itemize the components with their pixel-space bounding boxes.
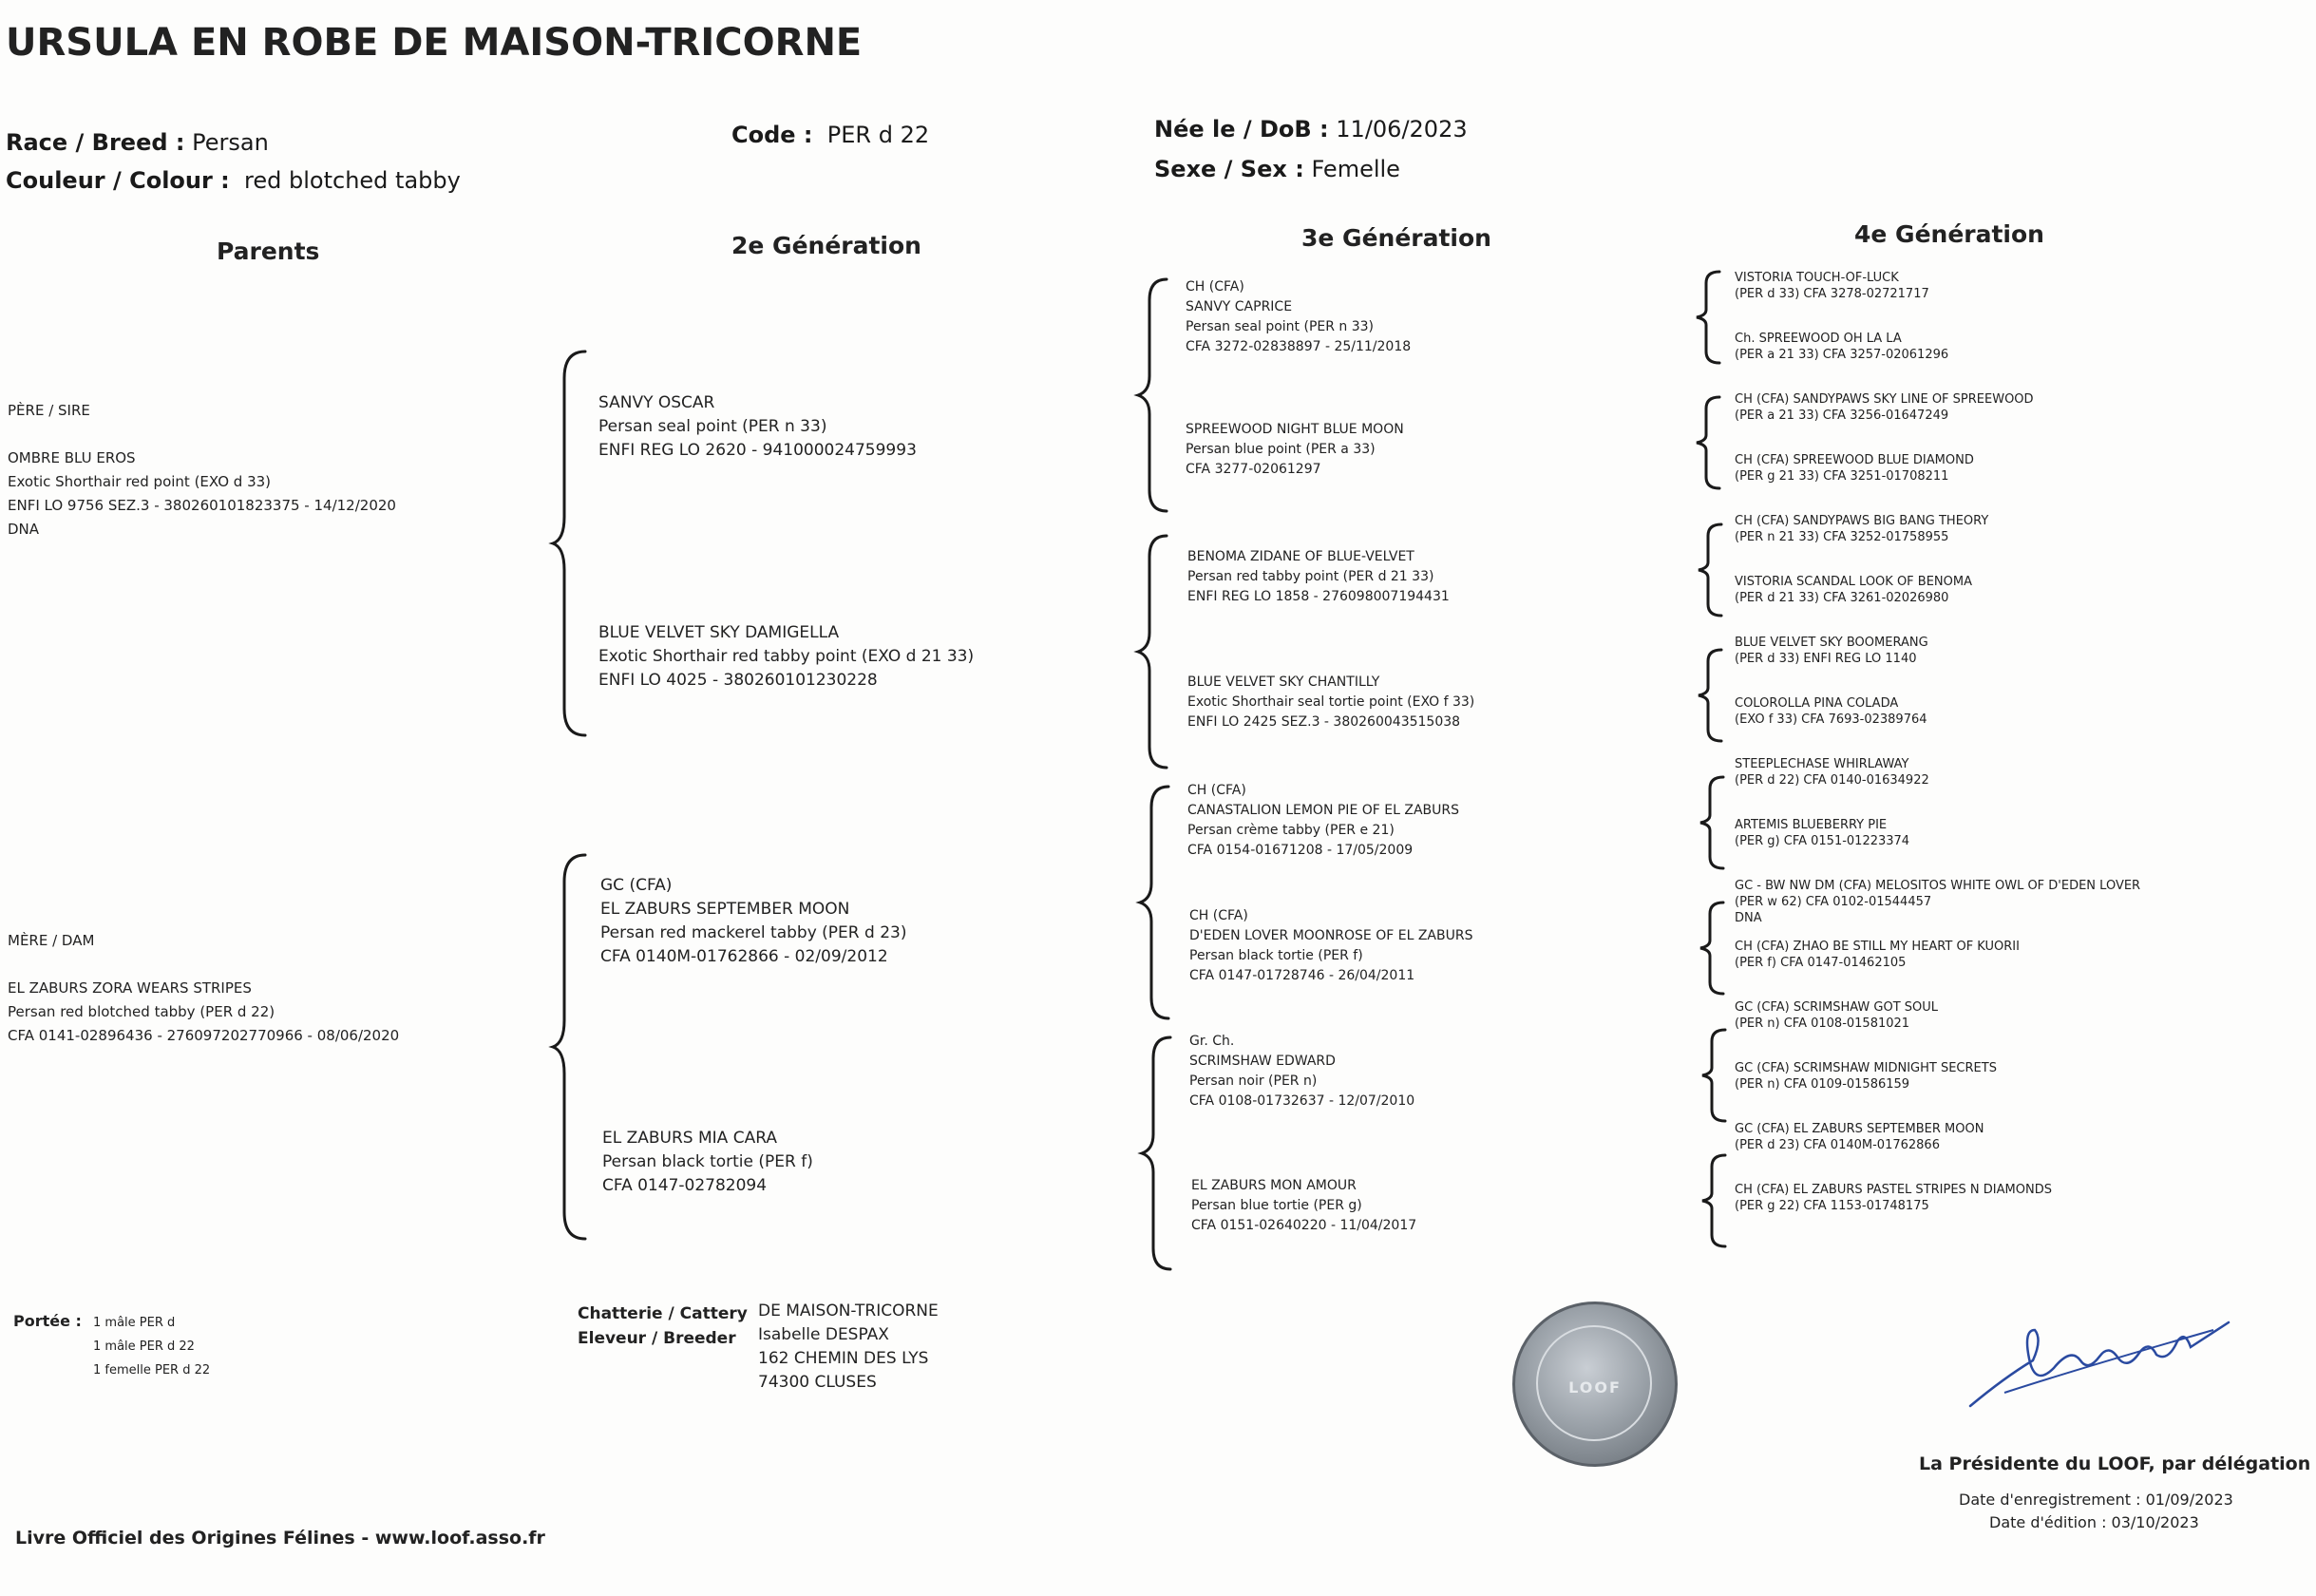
colour-label: Couleur / Colour : xyxy=(6,167,230,194)
dam-line: MÈRE / DAM xyxy=(8,932,95,949)
gen2-entry-2 xyxy=(598,621,974,693)
gen2-line: SANVY OSCAR xyxy=(598,393,715,412)
bracket-gen4-2 xyxy=(1695,395,1723,490)
gen3-line: CANASTALION LEMON PIE OF EL ZABURS xyxy=(1187,803,1459,818)
sire-line xyxy=(8,423,396,446)
gen2-line: Persan red mackerel tabby (PER d 23) xyxy=(600,923,907,942)
gen3-line: BLUE VELVET SKY CHANTILLY xyxy=(1187,674,1380,690)
registration-date: Date d'enregistrement : 01/09/2023 xyxy=(1959,1491,2233,1509)
gen4-reg: (PER g 22) CFA 1153-01748175 xyxy=(1735,1199,1929,1213)
colour-row xyxy=(6,167,461,194)
dam-line xyxy=(8,953,399,977)
bracket-gen4-1 xyxy=(1695,270,1723,365)
gen4-name: GC (CFA) SCRIMSHAW MIDNIGHT SECRETS xyxy=(1735,1061,1997,1075)
bracket-gen4-5 xyxy=(1699,775,1727,870)
gen4-entry xyxy=(1735,756,2140,788)
litter-list xyxy=(93,1311,210,1382)
gen4-entry xyxy=(1735,939,2140,971)
gen4-name: CH (CFA) ZHAO BE STILL MY HEART OF KUORII xyxy=(1735,940,2020,954)
document-title: URSULA EN ROBE DE MAISON-TRICORNE xyxy=(6,21,863,65)
gen4-entry xyxy=(1735,391,2140,424)
gen3-line: Gr. Ch. xyxy=(1189,1034,1235,1049)
gen4-entry xyxy=(1735,878,2140,926)
gen4-reg: (PER d 23) CFA 0140M-01762866 xyxy=(1735,1138,1940,1152)
gen4-name: GC - BW NW DM (CFA) MELOSITOS WHITE OWL OF D'EDEN LOVER xyxy=(1735,879,2141,893)
cattery-name: DE MAISON-TRICORNE xyxy=(758,1302,939,1320)
gen2-line: EL ZABURS MIA CARA xyxy=(602,1129,777,1148)
bracket-gen4-3 xyxy=(1697,522,1725,618)
gen3-line: CFA 0108-01732637 - 12/07/2010 xyxy=(1189,1093,1415,1109)
gen3-line: Persan crème tabby (PER e 21) xyxy=(1187,823,1395,838)
gen3-line: ENFI REG LO 1858 - 276098007194431 xyxy=(1187,589,1450,604)
gen4-reg: (PER d 33) ENFI REG LO 1140 xyxy=(1735,652,1917,666)
president-signature xyxy=(1966,1302,2232,1416)
code-value: PER d 22 xyxy=(826,122,930,148)
gen4-column xyxy=(1735,270,2140,1243)
gen4-name: VISTORIA SCANDAL LOOK OF BENOMA xyxy=(1735,575,1972,589)
colour-value: red blotched tabby xyxy=(244,167,461,194)
gen4-reg: (PER a 21 33) CFA 3257-02061296 xyxy=(1735,348,1949,362)
gen3-line: Persan black tortie (PER f) xyxy=(1189,948,1363,963)
gen4-reg: (PER n 21 33) CFA 3252-01758955 xyxy=(1735,530,1949,544)
gen4-entry xyxy=(1735,574,2140,606)
gen3-line: CFA 3272-02838897 - 25/11/2018 xyxy=(1186,339,1412,354)
dob-value: 11/06/2023 xyxy=(1336,116,1468,142)
gen3-line: Persan blue point (PER a 33) xyxy=(1186,442,1376,457)
cattery-label: Chatterie / Cattery xyxy=(578,1304,748,1323)
gen3-line: CFA 0147-01728746 - 26/04/2011 xyxy=(1189,968,1415,983)
gen3-line: Exotic Shorthair seal tortie point (EXO f 33) xyxy=(1187,694,1475,710)
gen3-line: CFA 3277-02061297 xyxy=(1186,462,1321,477)
gen4-name: GC (CFA) SCRIMSHAW GOT SOUL xyxy=(1735,1000,1939,1015)
gen4-name: VISTORIA TOUCH-OF-LUCK xyxy=(1735,271,1899,285)
gen2-line: GC (CFA) xyxy=(600,876,673,895)
column-header-gen2: 2e Génération xyxy=(731,232,921,259)
litter-line: 1 mâle PER d 22 xyxy=(93,1340,195,1354)
gen3-line: CH (CFA) xyxy=(1187,783,1246,798)
bracket-gen4-7 xyxy=(1700,1028,1729,1123)
gen4-entry xyxy=(1735,270,2140,302)
sire-line: Exotic Shorthair red point (EXO d 33) xyxy=(8,473,272,490)
gen4-entry xyxy=(1735,1060,2140,1092)
gen3-line: Persan red tabby point (PER d 21 33) xyxy=(1187,569,1434,584)
gen4-name: CH (CFA) SANDYPAWS BIG BANG THEORY xyxy=(1735,514,1989,528)
gen3-line: Persan blue tortie (PER g) xyxy=(1191,1198,1362,1213)
column-header-gen4: 4e Génération xyxy=(1854,220,2044,248)
breeder-address: 162 CHEMIN DES LYS xyxy=(758,1349,929,1368)
gen2-entry-4 xyxy=(602,1127,813,1198)
loof-seal xyxy=(1512,1302,1678,1467)
gen3-line: EL ZABURS MON AMOUR xyxy=(1191,1178,1357,1193)
gen4-entry xyxy=(1735,635,2140,667)
bracket-gen4-8 xyxy=(1700,1153,1729,1248)
gen3-entry-4 xyxy=(1187,673,1474,732)
dob-label: Née le / DoB : xyxy=(1154,116,1329,142)
gen4-name: COLOROLLA PINA COLADA xyxy=(1735,696,1899,711)
sex-label: Sexe / Sex : xyxy=(1154,156,1304,182)
cattery-labels xyxy=(578,1302,748,1351)
gen4-name: CH (CFA) EL ZABURS PASTEL STRIPES N DIAMONDS xyxy=(1735,1183,2052,1197)
bracket-gen4-6 xyxy=(1699,901,1727,996)
gen4-entry xyxy=(1735,452,2140,484)
cattery-info xyxy=(758,1300,939,1395)
code-label: Code : xyxy=(731,122,813,148)
gen4-entry xyxy=(1735,1121,2140,1153)
gen4-name: Ch. SPREEWOOD OH LA LA xyxy=(1735,332,1902,346)
gen4-entry xyxy=(1735,817,2140,849)
breeder-label: Eleveur / Breeder xyxy=(578,1329,736,1348)
footer-text: Livre Officiel des Origines Félines - www.loof.asso.fr xyxy=(15,1528,545,1548)
gen4-entry xyxy=(1735,331,2140,363)
gen3-line: SANVY CAPRICE xyxy=(1186,299,1293,314)
gen4-entry xyxy=(1735,695,2140,728)
gen4-reg: (PER d 33) CFA 3278-02721717 xyxy=(1735,287,1929,301)
dam-block xyxy=(8,929,399,1048)
gen2-line: Exotic Shorthair red tabby point (EXO d 21 33) xyxy=(598,647,975,666)
sex-value: Femelle xyxy=(1311,156,1400,182)
gen2-line: Persan seal point (PER n 33) xyxy=(598,417,827,436)
gen4-name: STEEPLECHASE WHIRLAWAY xyxy=(1735,757,1909,771)
gen2-line: CFA 0140M-01762866 - 02/09/2012 xyxy=(600,947,888,966)
bracket-gen2-bottom xyxy=(551,853,589,1241)
dam-name: EL ZABURS ZORA WEARS STRIPES xyxy=(8,979,252,997)
bracket-gen3-1 xyxy=(1136,277,1170,513)
gen4-reg: (PER n) CFA 0109-01586159 xyxy=(1735,1077,1910,1092)
column-header-gen3: 3e Génération xyxy=(1301,224,1491,252)
gen4-entry xyxy=(1735,999,2140,1032)
column-header-parents: Parents xyxy=(217,238,320,265)
gen4-reg: (PER a 21 33) CFA 3256-01647249 xyxy=(1735,408,1949,423)
bracket-gen3-2 xyxy=(1136,534,1170,770)
litter-label: Portée : xyxy=(13,1312,82,1330)
gen4-reg: (EXO f 33) CFA 7693-02389764 xyxy=(1735,712,1927,727)
breed-value: Persan xyxy=(192,129,269,156)
gen2-entry-1 xyxy=(598,391,917,463)
bracket-gen4-4 xyxy=(1697,648,1725,743)
edition-date: Date d'édition : 03/10/2023 xyxy=(1989,1513,2199,1531)
bracket-gen3-4 xyxy=(1140,1036,1174,1271)
gen3-line: SCRIMSHAW EDWARD xyxy=(1189,1054,1336,1069)
gen2-line: ENFI LO 4025 - 380260101230228 xyxy=(598,671,878,690)
gen4-reg: (PER d 22) CFA 0140-01634922 xyxy=(1735,773,1929,788)
gen3-line: CFA 0151-02640220 - 11/04/2017 xyxy=(1191,1218,1417,1233)
gen3-entry-2 xyxy=(1186,420,1404,480)
gen2-line: BLUE VELVET SKY DAMIGELLA xyxy=(598,623,840,642)
litter-line: 1 femelle PER d 22 xyxy=(93,1363,211,1378)
breeder-name: Isabelle DESPAX xyxy=(758,1325,889,1344)
gen3-line: D'EDEN LOVER MOONROSE OF EL ZABURS xyxy=(1189,928,1473,943)
gen4-entry xyxy=(1735,513,2140,545)
gen3-line: BENOMA ZIDANE OF BLUE-VELVET xyxy=(1187,549,1414,564)
gen3-line: CH (CFA) xyxy=(1189,908,1248,923)
dam-line: Persan red blotched tabby (PER d 22) xyxy=(8,1003,275,1020)
gen3-entry-8 xyxy=(1191,1176,1416,1236)
gen2-entry-3 xyxy=(600,874,906,969)
gen3-line: CFA 0154-01671208 - 17/05/2009 xyxy=(1187,843,1414,858)
breed-row xyxy=(6,129,269,156)
gen3-line: Persan noir (PER n) xyxy=(1189,1074,1318,1089)
gen3-line: ENFI LO 2425 SEZ.3 - 380260043515038 xyxy=(1187,714,1461,730)
bracket-gen2-top xyxy=(551,350,589,737)
gen4-name: GC (CFA) EL ZABURS SEPTEMBER MOON xyxy=(1735,1122,1984,1136)
gen4-reg: (PER f) CFA 0147-01462105 xyxy=(1735,956,1907,970)
gen4-name: CH (CFA) SPREEWOOD BLUE DIAMOND xyxy=(1735,453,1974,467)
sire-name: OMBRE BLU EROS xyxy=(8,449,136,466)
gen4-name: CH (CFA) SANDYPAWS SKY LINE OF SPREEWOOD xyxy=(1735,392,2034,407)
code-row xyxy=(731,122,929,148)
sire-block xyxy=(8,399,396,542)
gen3-line: Persan seal point (PER n 33) xyxy=(1186,319,1375,334)
sire-line: DNA xyxy=(8,521,40,538)
sex-row xyxy=(1154,156,1400,182)
gen4-name: BLUE VELVET SKY BOOMERANG xyxy=(1735,636,1928,650)
gen4-reg: DNA xyxy=(1735,911,1762,925)
gen3-entry-6 xyxy=(1189,906,1472,986)
gen4-reg: (PER d 21 33) CFA 3261-02026980 xyxy=(1735,591,1949,605)
seal-text: LOOF xyxy=(1568,1378,1622,1396)
litter-line: 1 mâle PER d xyxy=(93,1316,176,1330)
gen4-reg: (PER w 62) CFA 0102-01544457 xyxy=(1735,895,1932,909)
gen2-line: Persan black tortie (PER f) xyxy=(602,1152,813,1171)
breeder-city: 74300 CLUSES xyxy=(758,1373,877,1392)
gen4-reg: (PER g 21 33) CFA 3251-01708211 xyxy=(1735,469,1949,484)
gen2-line: CFA 0147-02782094 xyxy=(602,1176,768,1195)
gen4-reg: (PER g) CFA 0151-01223374 xyxy=(1735,834,1910,848)
gen2-line: EL ZABURS SEPTEMBER MOON xyxy=(600,900,850,919)
gen3-line: CH (CFA) xyxy=(1186,279,1244,294)
gen2-line: ENFI REG LO 2620 - 941000024759993 xyxy=(598,441,917,460)
gen4-reg: (PER n) CFA 0108-01581021 xyxy=(1735,1016,1910,1031)
gen4-name: ARTEMIS BLUEBERRY PIE xyxy=(1735,818,1888,832)
gen3-entry-3 xyxy=(1187,547,1450,607)
bracket-gen3-3 xyxy=(1138,785,1172,1020)
breed-label: Race / Breed : xyxy=(6,129,185,156)
sire-line: PÈRE / SIRE xyxy=(8,402,90,419)
sire-line: ENFI LO 9756 SEZ.3 - 380260101823375 - 14/12/2020 xyxy=(8,497,396,514)
dob-row xyxy=(1154,116,1468,142)
gen3-entry-7 xyxy=(1189,1032,1414,1112)
dam-line: CFA 0141-02896436 - 276097202770966 - 08/06/2020 xyxy=(8,1027,400,1044)
gen3-entry-1 xyxy=(1186,277,1411,357)
gen4-entry xyxy=(1735,1182,2140,1214)
gen3-line: SPREEWOOD NIGHT BLUE MOON xyxy=(1186,422,1404,437)
gen3-entry-5 xyxy=(1187,781,1459,861)
president-caption: La Présidente du LOOF, par délégation xyxy=(1919,1454,2311,1474)
